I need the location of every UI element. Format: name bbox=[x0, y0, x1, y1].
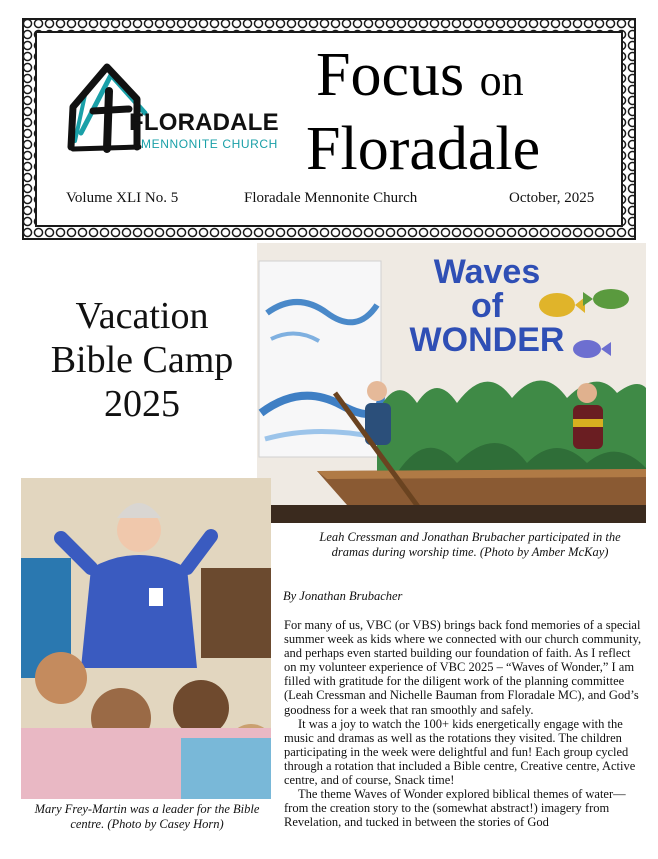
byline: By Jonathan Brubacher bbox=[283, 589, 403, 603]
paragraph: It was a joy to watch the 100+ kids energetically engage with the music and dramas as well as the rotations they visited. The children participating in the week were delightful and fun! Each group cycled through a rotation that included a Bible centre, Creative centre, Active centre, and of course, Snack time! bbox=[284, 716, 636, 788]
logo-subtitle: MENNONITE CHURCH bbox=[141, 137, 278, 151]
issue-date: October, 2025 bbox=[509, 190, 595, 206]
newsletter-title-line2: Floradale bbox=[306, 115, 541, 183]
paragraph: The theme Waves of Wonder explored biblical themes of water—from the creation story to the (somewhat abstract!) imagery from Revelation, and tucked in between the stories of God bbox=[284, 787, 626, 830]
stage-photo-caption: Leah Cressman and Jonathan Brubacher participated in the dramas during worship time. (Photo by Amber McKay) bbox=[319, 530, 621, 559]
newsletter-title-line1: Focus on bbox=[316, 41, 524, 109]
banner-text: Waves of WONDER bbox=[409, 253, 565, 359]
issue-volume: Volume XLI No. 5 bbox=[66, 190, 179, 206]
logo-wordmark: FLORADALE bbox=[129, 109, 279, 136]
paragraph: For many of us, VBC (or VBS) brings back fond memories of a special summer week as kids where we connected with our church community, and perhaps even started building our foundation of faith. As I reflect on my volunteer experience of VBC 2025 – “Waves of Wonder,” I am filled with gratitude for the diligent work of the planning committee (Leah Cressman and Nichelle Bauman from Floradale MC), and God’s goodness for a week that ran smoothly and safely. bbox=[284, 618, 642, 717]
church-name: Floradale Mennonite Church bbox=[244, 190, 418, 206]
stage-drama-photo bbox=[257, 243, 646, 523]
article-body bbox=[284, 618, 644, 829]
bible-centre-photo bbox=[21, 478, 271, 799]
leader-photo-caption: Mary Frey-Martin was a leader for the Bible centre. (Photo by Casey Horn) bbox=[34, 802, 260, 831]
article-heading: Vacation Bible Camp 2025 bbox=[50, 295, 234, 425]
